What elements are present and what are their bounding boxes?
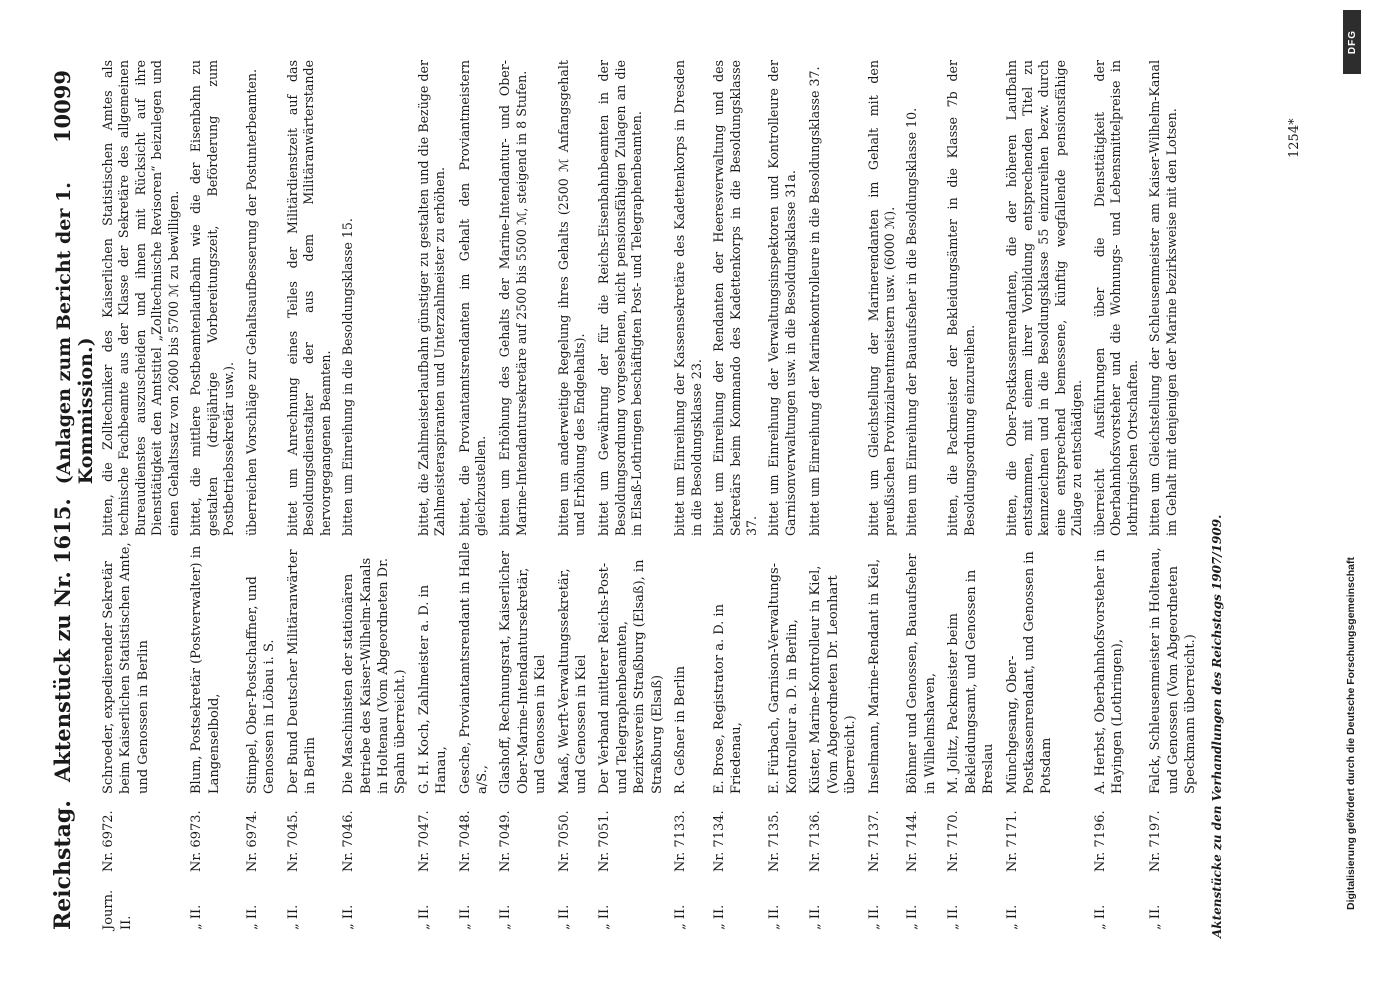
petitioner-cell: R. Geßner in Berlin xyxy=(673,665,689,794)
page-mark: 1254* xyxy=(1287,118,1302,158)
header-page-number: 10099 xyxy=(50,70,75,144)
request-cell: bittet um Einreihung der Rendanten der Heeresverwaltung und des Sekretärs beim Kommando des Kadettenkorps in die Besoldungsklasse 37. xyxy=(711,60,759,536)
request-cell: bittet, die mittlere Postbeamtenlaufbahn wie die der Eisenbahn zu gestalten (dreijährige Vorbereitungszeit, Beförderung zum Postbetriebssekretär usw.). xyxy=(188,60,237,536)
table-row xyxy=(188,60,237,930)
dfg-logo: DFG xyxy=(1343,10,1361,74)
journal-cell: „ II. xyxy=(457,904,473,930)
request-cell: bitten um Gleichstellung der Schleusenmeister am Kaiser-Wilhelm-Kanal im Gehalt mit denjenigen der Marine bezirksweise mit den Lotsen. xyxy=(1147,60,1179,536)
journal-cell: „ II. xyxy=(712,904,728,930)
petitioner-cell: Münchgesang, Ober-Postkassenrendant, und Genossen in Potsdam xyxy=(1004,551,1055,794)
petition-table xyxy=(100,60,1206,930)
petitioner-cell: Schroeder, expedierender Sekretär beim Kaiserlichen Statistischen Amte, und Genossen in Berlin xyxy=(101,542,151,794)
request-cell: bittet, die Zahlmeisterlaufbahn günstiger zu gestalten und die Bezüge der Zahlmeisteraspiranten und Unterzahlmeister zu erhöhen. xyxy=(415,60,448,536)
request-cell: bittet, die Proviantamtsrendanten im Gehalt den Proviantmeistern gleichzustellen. xyxy=(456,60,489,536)
request-cell: bitten um Einreihung der Bauaufseher in die Besoldungsklasse 10. xyxy=(904,107,920,536)
petitioner-cell: Inselmann, Marine-Rendant in Kiel, xyxy=(866,558,882,794)
journal-cell: „ II. xyxy=(556,904,572,930)
petitioner-cell: Böhmer und Genossen, Bauaufseher in Wilhelmshaven, xyxy=(905,553,938,794)
request-cell: bitten um anderweitige Regelung ihres Gehalts (2500 ℳ Anfangsgehalt und Erhöhung des Endgehalts). xyxy=(555,60,588,536)
number-cell: Nr. 7196. xyxy=(1092,810,1108,872)
table-row xyxy=(711,60,760,930)
journal-cell: „ II. xyxy=(597,904,613,930)
request-cell: bittet um Einreihung der Kassensekretäre des Kadettenkorps in Dresden in die Besoldungsklasse 23. xyxy=(672,60,704,536)
petitioner-cell: Blum, Postsekretär (Postverwalter) in Langenselbold, xyxy=(189,545,222,794)
table-row xyxy=(1004,60,1086,930)
number-cell: Nr. 7134. xyxy=(712,810,728,872)
table-row xyxy=(416,60,451,930)
page-header xyxy=(50,70,97,930)
number-cell: Nr. 6972. xyxy=(101,810,116,872)
request-cell: bittet um Anrechnung eines Teiles der Militärdienstzeit auf das Besoldungsdienstalter der aus dem Militäranwärterstande hervorgegangenen Beamten. xyxy=(284,60,333,536)
journal-cell: „ II. xyxy=(416,904,432,930)
petitioner-cell: G. H. Koch, Zahlmeister a. D. in Hanau, xyxy=(416,584,450,794)
petitioner-cell: M. Jolitz, Packmeister beim Bekleidungsamt, und Genossen in Breslau xyxy=(946,569,997,794)
number-cell: Nr. 7046. xyxy=(341,810,357,872)
petitioner-cell: Der Verband mittlerer Reichs-Post- und Telegraphenbeamten, Bezirksverein Straßburg (Elsaß), in Straßburg (Elsaß) xyxy=(597,559,665,794)
table-row xyxy=(1092,60,1141,930)
request-cell: bittet um Gleichstellung der Marinerendanten im Gehalt mit den preußischen Provinzialrentmeistern usw. (6000 ℳ). xyxy=(865,60,897,536)
journal-cell: „ II. xyxy=(498,904,514,930)
journal-cell: „ II. xyxy=(946,904,962,930)
table-row xyxy=(497,60,549,930)
petitioner-cell: Stimpel, Ober-Postschaffner, und Genossen in Löbau i. S. xyxy=(244,576,278,794)
petitioner-cell: Maaß, Werft-Verwaltungssekretär, und Genossen in Kiel xyxy=(556,568,590,794)
petitioner-cell: E. Fürbach, Garnison-Verwaltungs-Kontrolleur a. D. in Berlin, xyxy=(767,562,800,794)
journal-cell: „ II. xyxy=(866,904,882,930)
journal-cell: Journ. II. xyxy=(101,889,134,930)
journal-cell: „ II. xyxy=(285,904,301,930)
request-cell: bitten um Einreihung in die Besoldungsklasse 15. xyxy=(340,218,356,536)
table-row xyxy=(100,60,182,930)
number-cell: Nr. 6974. xyxy=(244,810,260,872)
number-cell: Nr. 7136. xyxy=(808,810,824,872)
footer-text: Aktenstücke zu den Verhandlungen des Reichstags 1907/1909. xyxy=(1210,514,1224,938)
table-row xyxy=(340,60,410,930)
petitioner-cell: Glashoff, Rechnungsrat, Kaiserlicher Ober-Marine-Intendantursekretär, und Genossen in Kiel xyxy=(498,551,549,794)
number-cell: Nr. 7170. xyxy=(946,810,962,872)
request-cell: bitten, die Zolltechniker des Kaiserlichen Statistischen Amtes als technische Fachbeamte aus der Klasse der Sekretäre des allgemeinen Bureaudienstes auszuscheiden und ihnen mit Rücksicht auf ihre Diensttätigkeit den Amtstitel „Zolltechnische Revisoren“ beizulegen und einen Gehaltssatz von 2600 bis 5700 ℳ zu bewilligen. xyxy=(100,60,181,536)
number-cell: Nr. 7135. xyxy=(767,810,783,872)
petitioner-cell: Küster, Marine-Kontrolleur in Kiel, (Vom Abgeordneten Dr. Leonhart überreicht.) xyxy=(808,565,859,794)
journal-cell: „ II. xyxy=(808,904,824,930)
journal-cell: „ II. xyxy=(189,904,205,930)
petitioner-cell: Der Bund Deutscher Militäranwärter in Berlin xyxy=(285,549,319,794)
petitioner-cell: Die Maschinisten der stationären Betriebe des Kaiser-Wilhelm-Kanals in Holtenau (Vom Abgeordneten Dr. Spahn überreicht.) xyxy=(341,557,409,794)
header-subtitle: (Anlagen zum Bericht der 1. Kommission.) xyxy=(53,182,97,485)
number-cell: Nr. 7048. xyxy=(457,810,473,872)
header-left: Reichstag. xyxy=(50,800,76,930)
request-cell: bitten, die Ober-Postkassenrendanten, die der höheren Laufbahn entstammen, mit einem ihrer Vorbildung entsprechenden Titel zu kennzeichnen und in die Besoldungsklasse 55 einzureihen bezw. durch eine entsprechend bemessene, künftig wegfallende pensionsfähige Zulage zu entschädigen. xyxy=(1003,60,1085,536)
request-cell: überreicht Ausführungen über die Diensttätigkeit der Oberbahnhofsvorsteher und die Wohnungs- und Lebensmittelpreise in lothringischen Ortschaften. xyxy=(1091,60,1140,536)
table-row xyxy=(766,60,801,930)
petitioner-cell: E. Brose, Registrator a. D. in Friedenau, xyxy=(712,604,745,794)
journal-cell: „ II. xyxy=(341,904,357,930)
request-cell: bittet um Einreihung der Verwaltungsinspektoren und Kontrolleure der Garnisonverwaltungen usw. in die Besoldungsklasse 31a. xyxy=(766,60,798,536)
journal-cell: „ II. xyxy=(905,904,921,930)
table-row xyxy=(285,60,334,930)
table-row xyxy=(866,60,899,930)
digitization-stamp: Digitalisierung gefördert durch die Deutsche Forschungsgemeinschaft xyxy=(1345,557,1357,910)
journal-cell: „ II. xyxy=(244,904,260,930)
petitioner-cell: A. Herbst, Oberbahnhofsvorsteher in Hayingen (Lothringen), xyxy=(1092,549,1126,794)
number-cell: Nr. 7133. xyxy=(673,810,689,872)
number-cell: Nr. 7171. xyxy=(1004,810,1020,872)
number-cell: Nr. 7047. xyxy=(416,810,432,872)
table-row xyxy=(904,60,939,930)
table-row xyxy=(457,60,492,930)
request-cell: bitten, die Packmeister der Bekleidungsämter in die Klasse 7b der Besoldungsordnung einzureihen. xyxy=(945,60,977,536)
table-row xyxy=(807,60,859,930)
number-cell: Nr. 7197. xyxy=(1148,810,1164,872)
journal-cell: „ II. xyxy=(673,904,689,930)
header-title: Aktenstück zu Nr. 1615. xyxy=(50,498,75,783)
request-cell: bittet um Einreihung der Marinekontrolleure in die Besoldungsklasse 37. xyxy=(807,66,823,536)
journal-cell: „ II. xyxy=(1092,904,1108,930)
journal-cell: „ II. xyxy=(767,904,783,930)
request-cell: bittet um Gewährung der für die Reichs-Eisenbahnbeamten in der Besoldungsordnung vorgesehenen, nicht pensionsfähigen Zulagen an die in Elsaß-Lothringen beschäftigten Post- und Telegraphenbeamten. xyxy=(596,60,645,536)
number-cell: Nr. 7144. xyxy=(905,810,921,872)
number-cell: Nr. 7050. xyxy=(556,810,572,872)
petitioner-cell: Falck, Schleusenmeister in Holtenau, und Genossen (Vom Abgeordneten Speckmann überreicht.) xyxy=(1148,547,1199,794)
petitioner-cell: Gesche, Proviantamtsrendant in Halle a/S., xyxy=(457,542,490,794)
number-cell: Nr. 7137. xyxy=(866,810,882,872)
journal-cell: „ II. xyxy=(1004,904,1020,930)
request-cell: überreichen Vorschläge zur Gehaltsaufbesserung der Postunterbeamten. xyxy=(243,69,259,536)
table-row xyxy=(244,60,279,930)
table-row xyxy=(596,60,666,930)
request-cell: bitten um Erhöhung des Gehalts der Marine-Intendantur- und Ober-Marine-Intendantursekretäre auf 2500 bis 5500 ℳ, steigend in 8 Stufen. xyxy=(497,60,529,536)
number-cell: Nr. 7051. xyxy=(597,810,613,872)
number-cell: Nr. 6973. xyxy=(189,810,205,872)
table-row xyxy=(1147,60,1199,930)
number-cell: Nr. 7045. xyxy=(285,810,301,872)
number-cell: Nr. 7049. xyxy=(498,810,514,872)
table-row xyxy=(945,60,997,930)
journal-cell: „ II. xyxy=(1148,904,1164,930)
table-row xyxy=(556,60,591,930)
table-row xyxy=(672,60,705,930)
